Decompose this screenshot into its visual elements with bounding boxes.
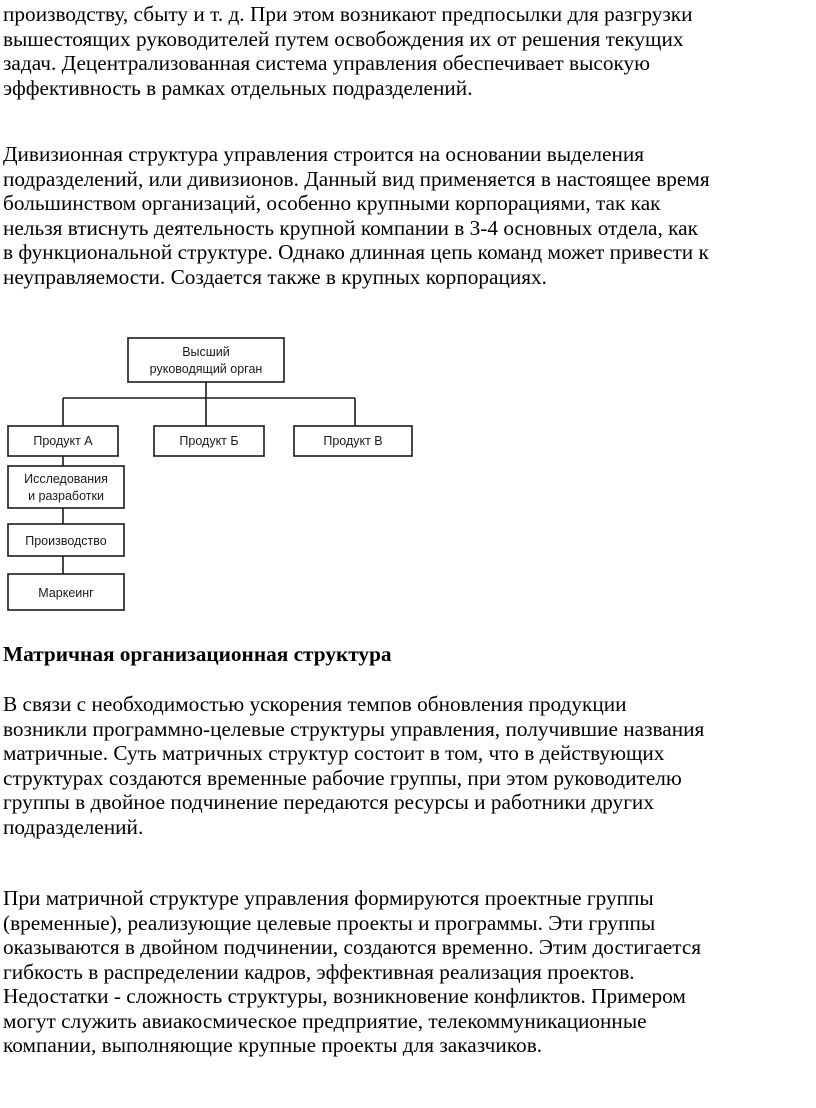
matrix-p2-line-2: (временные), реализующие целевые проекты и программы. Эти группы <box>3 910 656 935</box>
matrix-p1-line-2: возникли программно-целевые структуры управления, получившие названия <box>3 716 705 741</box>
matrix-p1-line-4: структурах создаются временные рабочие группы, при этом руководителю <box>3 765 682 790</box>
matrix-p1-line-6: подразделений. <box>3 814 144 839</box>
intro-line-1: производству, сбыту и т. д. При этом возникают предпосылки для разгрузки <box>3 2 693 26</box>
matrix-p1-line-3: матричные. Суть матричных структур состоит в том, что в действующих <box>3 741 665 765</box>
intro-paragraph <box>3 2 816 100</box>
matrix-p2-line-1: При матричной структуре управления формируются проектные группы <box>3 886 654 910</box>
matrix-p1-line-1: В связи с необходимостью ускорения темпов обновления продукции <box>3 692 627 716</box>
product-c-label: Продукт В <box>323 434 383 448</box>
matrix-p2-line-6: могут служить авиакосмическое предприятие, телекоммуникационные <box>3 1008 647 1033</box>
divisional-line-6: неуправляемости. Создается также в крупных корпорациях. <box>3 264 548 289</box>
research-label-1: Исследования <box>24 472 108 486</box>
divisional-paragraph <box>3 142 816 289</box>
matrix-p2-line-7: компании, выполняющие крупные проекты для заказчиков. <box>3 1033 543 1057</box>
matrix-paragraph-2 <box>3 886 816 1058</box>
intro-line-2: вышестоящих руководителей путем освобождения их от решения текущих <box>3 26 684 51</box>
divisional-line-4: нельзя втиснуть деятельность крупной компании в 3-4 основных отдела, как <box>3 215 698 240</box>
marketing-label: Маркеинг <box>38 586 94 600</box>
divisional-structure-diagram <box>0 330 816 620</box>
divisional-line-1: Дивизионная структура управления строится на основании выделения <box>3 142 645 166</box>
matrix-p2-line-5: Недостатки - сложность структуры, возникновение конфликтов. Примером <box>3 984 686 1008</box>
product-a-label: Продукт А <box>33 434 93 448</box>
matrix-paragraph-1 <box>3 692 816 839</box>
divisional-line-3: большинством организаций, особенно крупными корпорациями, так как <box>3 191 661 215</box>
top-box-label-1: Высший <box>182 345 230 359</box>
matrix-heading: Матричная организационная структура <box>3 642 392 666</box>
matrix-p1-line-5: группы в двойное подчинение передаются ресурсы и работники других <box>3 790 654 814</box>
product-b-label: Продукт Б <box>179 434 239 448</box>
matrix-p2-line-4: гибкость в распределении кадров, эффективная реализация проектов. <box>3 959 635 984</box>
intro-line-3: задач. Децентрализованная система управления обеспечивает высокую <box>3 51 651 75</box>
divisional-line-2: подразделений, или дивизионов. Данный вид применяется в настоящее время <box>3 166 710 191</box>
research-label-2: и разработки <box>28 489 104 503</box>
matrix-p2-line-3: оказываются в двойном подчинении, создаются временно. Этим достигается <box>3 935 702 959</box>
production-label: Производство <box>25 534 107 548</box>
divisional-line-5: в функциональной структуре. Однако длинная цепь команд может привести к <box>3 240 709 264</box>
top-box-label-2: руководящий орган <box>149 362 263 376</box>
intro-line-4: эффективность в рамках отдельных подразделений. <box>3 75 473 100</box>
